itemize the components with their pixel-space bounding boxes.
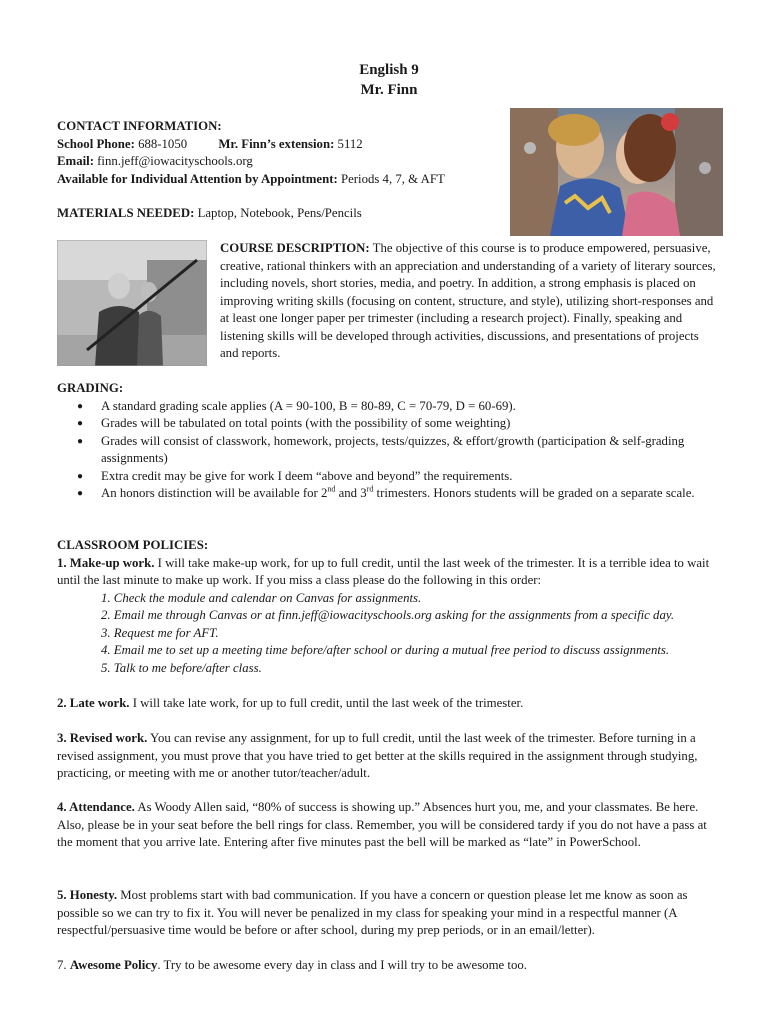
policies-heading: CLASSROOM POLICIES: (57, 538, 209, 552)
makeup-step: 5. Talk to me before/after class. (101, 660, 262, 675)
grading-list (57, 398, 727, 503)
policy-awesome (57, 957, 725, 975)
honors-text-a: An honors distinction will be available for 2 (101, 486, 328, 500)
materials-line (57, 205, 362, 223)
policy-late-text: I will take late work, for up to full credit, until the last week of the trimester. (132, 696, 524, 710)
policy-honesty-label: 5. Honesty. (57, 888, 118, 902)
extension-value: 5112 (337, 136, 363, 151)
ordinal-rd: rd (366, 484, 374, 494)
movie-still-photo (510, 108, 723, 236)
policy-attendance-label: 4. Attendance. (57, 800, 135, 814)
course-title: English 9 (359, 62, 419, 78)
email-label: Email: (57, 154, 94, 168)
makeup-steps (57, 590, 725, 678)
grading-item: ● Grades will be tabulated on total points (with the possibility of some weighting) (57, 415, 727, 433)
policy-revised-label: 3. Revised work. (57, 731, 148, 745)
email-value[interactable]: finn.jeff@iowacityschools.org (97, 154, 253, 168)
grading-item: ● A standard grading scale applies (A = 90-100, B = 80-89, C = 70-79, D = 60-69). (57, 398, 727, 416)
policy-makeup-text: I will take make-up work, for up to full credit, until the last week of the trimester. It is a terrible idea to wait until the last minute to make up work. If you miss a class please do the following in this order: (57, 555, 710, 587)
course-description (220, 240, 720, 363)
policy-revised (57, 730, 725, 783)
contact-section (57, 118, 507, 188)
honors-text-c: trimesters. Honors students will be graded on a separate scale. (373, 486, 695, 500)
makeup-step: 1. Check the module and calendar on Canvas for assignments. (101, 590, 422, 605)
policy-late (57, 695, 725, 713)
document-title (0, 60, 768, 100)
makeup-step: 4. Email me to set up a meeting time before/after school or during a mutual free period to discuss assignments. (101, 643, 670, 657)
availability-label: Available for Individual Attention by Appointment: (57, 171, 338, 186)
grading-heading: GRADING: (57, 381, 124, 395)
teacher-name: Mr. Finn (360, 82, 418, 98)
makeup-step: 2. Email me through Canvas or at finn.jeff@iowacityschools.org asking for the assignments from a specific day. (101, 608, 675, 622)
phone-value: 688-1050 (138, 136, 188, 151)
policy-late-label: 2. Late work. (57, 696, 130, 710)
policy-awesome-number: 7. (57, 958, 67, 972)
grading-item: ● Grades will consist of classwork, homework, projects, tests/quizzes, & effort/growth (participation & self-grading assignments) (57, 433, 727, 468)
movie-still-image (510, 108, 723, 236)
policy-attendance (57, 799, 725, 852)
honors-text-b: and 3 (335, 486, 367, 500)
contact-heading: CONTACT INFORMATION: (57, 119, 222, 133)
phone-label: School Phone: (57, 136, 135, 151)
grading-item-honors (57, 485, 727, 503)
course-description-text: The objective of this course is to produce empowered, persuasive, creative, rational thinkers with an appreciation and understanding of a variety of literary sources, including novels, short stories, media, and poetry. In addition, a strong emphasis is placed on improving writing skills (focusing on content, structure, and style), utilizing short-responses and at least one longer paper per trimester (including a research project). Finally, speaking and listening skills will be developed through activities, discussions, and presentations of projects and reports. (220, 241, 716, 360)
policy-makeup (57, 555, 725, 590)
policy-awesome-label: Awesome Policy (69, 958, 158, 972)
classic-film-image (57, 240, 207, 366)
grading-item: ● Extra credit may be give for work I deem “above and beyond” the requirements. (57, 468, 727, 486)
makeup-step: 3. Request me for AFT. (101, 625, 219, 640)
grading-section (57, 380, 727, 503)
policies-section (57, 537, 725, 677)
materials-label: MATERIALS NEEDED: (57, 206, 195, 220)
policy-revised-text: You can revise any assignment, for up to full credit, until the last week of the trimester. Before turning in a revised assignment, you must prove that you have tried to get better at the skills required in the assignment through studying, practicing, or meeting with me or another tutor/teacher/adult. (57, 731, 698, 780)
policy-awesome-text: . Try to be awesome every day in class and I will try to be awesome too. (157, 958, 527, 972)
materials-value: Laptop, Notebook, Pens/Pencils (197, 206, 362, 220)
extension-label: Mr. Finn’s extension: (218, 136, 335, 151)
classic-film-photo (57, 240, 207, 366)
policy-makeup-label: 1. Make-up work. (57, 555, 155, 570)
policy-attendance-text: As Woody Allen said, “80% of success is showing up.” Absences hurt you, me, and your classmates. Be here. Also, please be in your seat before the bell rings for class. Remember, you will be considered tardy if you do not have a pass at the moment that you arrive late. Entering after five minutes past the bell will be marked as “late” in PowerSchool. (57, 800, 707, 849)
availability-value: Periods 4, 7, & AFT (340, 171, 445, 186)
course-description-label: COURSE DESCRIPTION: (220, 241, 370, 255)
policy-honesty (57, 887, 725, 940)
ordinal-nd: nd (327, 484, 336, 494)
policy-honesty-text: Most problems start with bad communication. If you have a concern or question please let me know as soon as possible so we can try to fix it. You will never be penalized in my class for speaking your mind in a respectful manner (A respectful/persuasive time would be before or after school, during my prep periods, or in an email/letter). (57, 888, 688, 937)
